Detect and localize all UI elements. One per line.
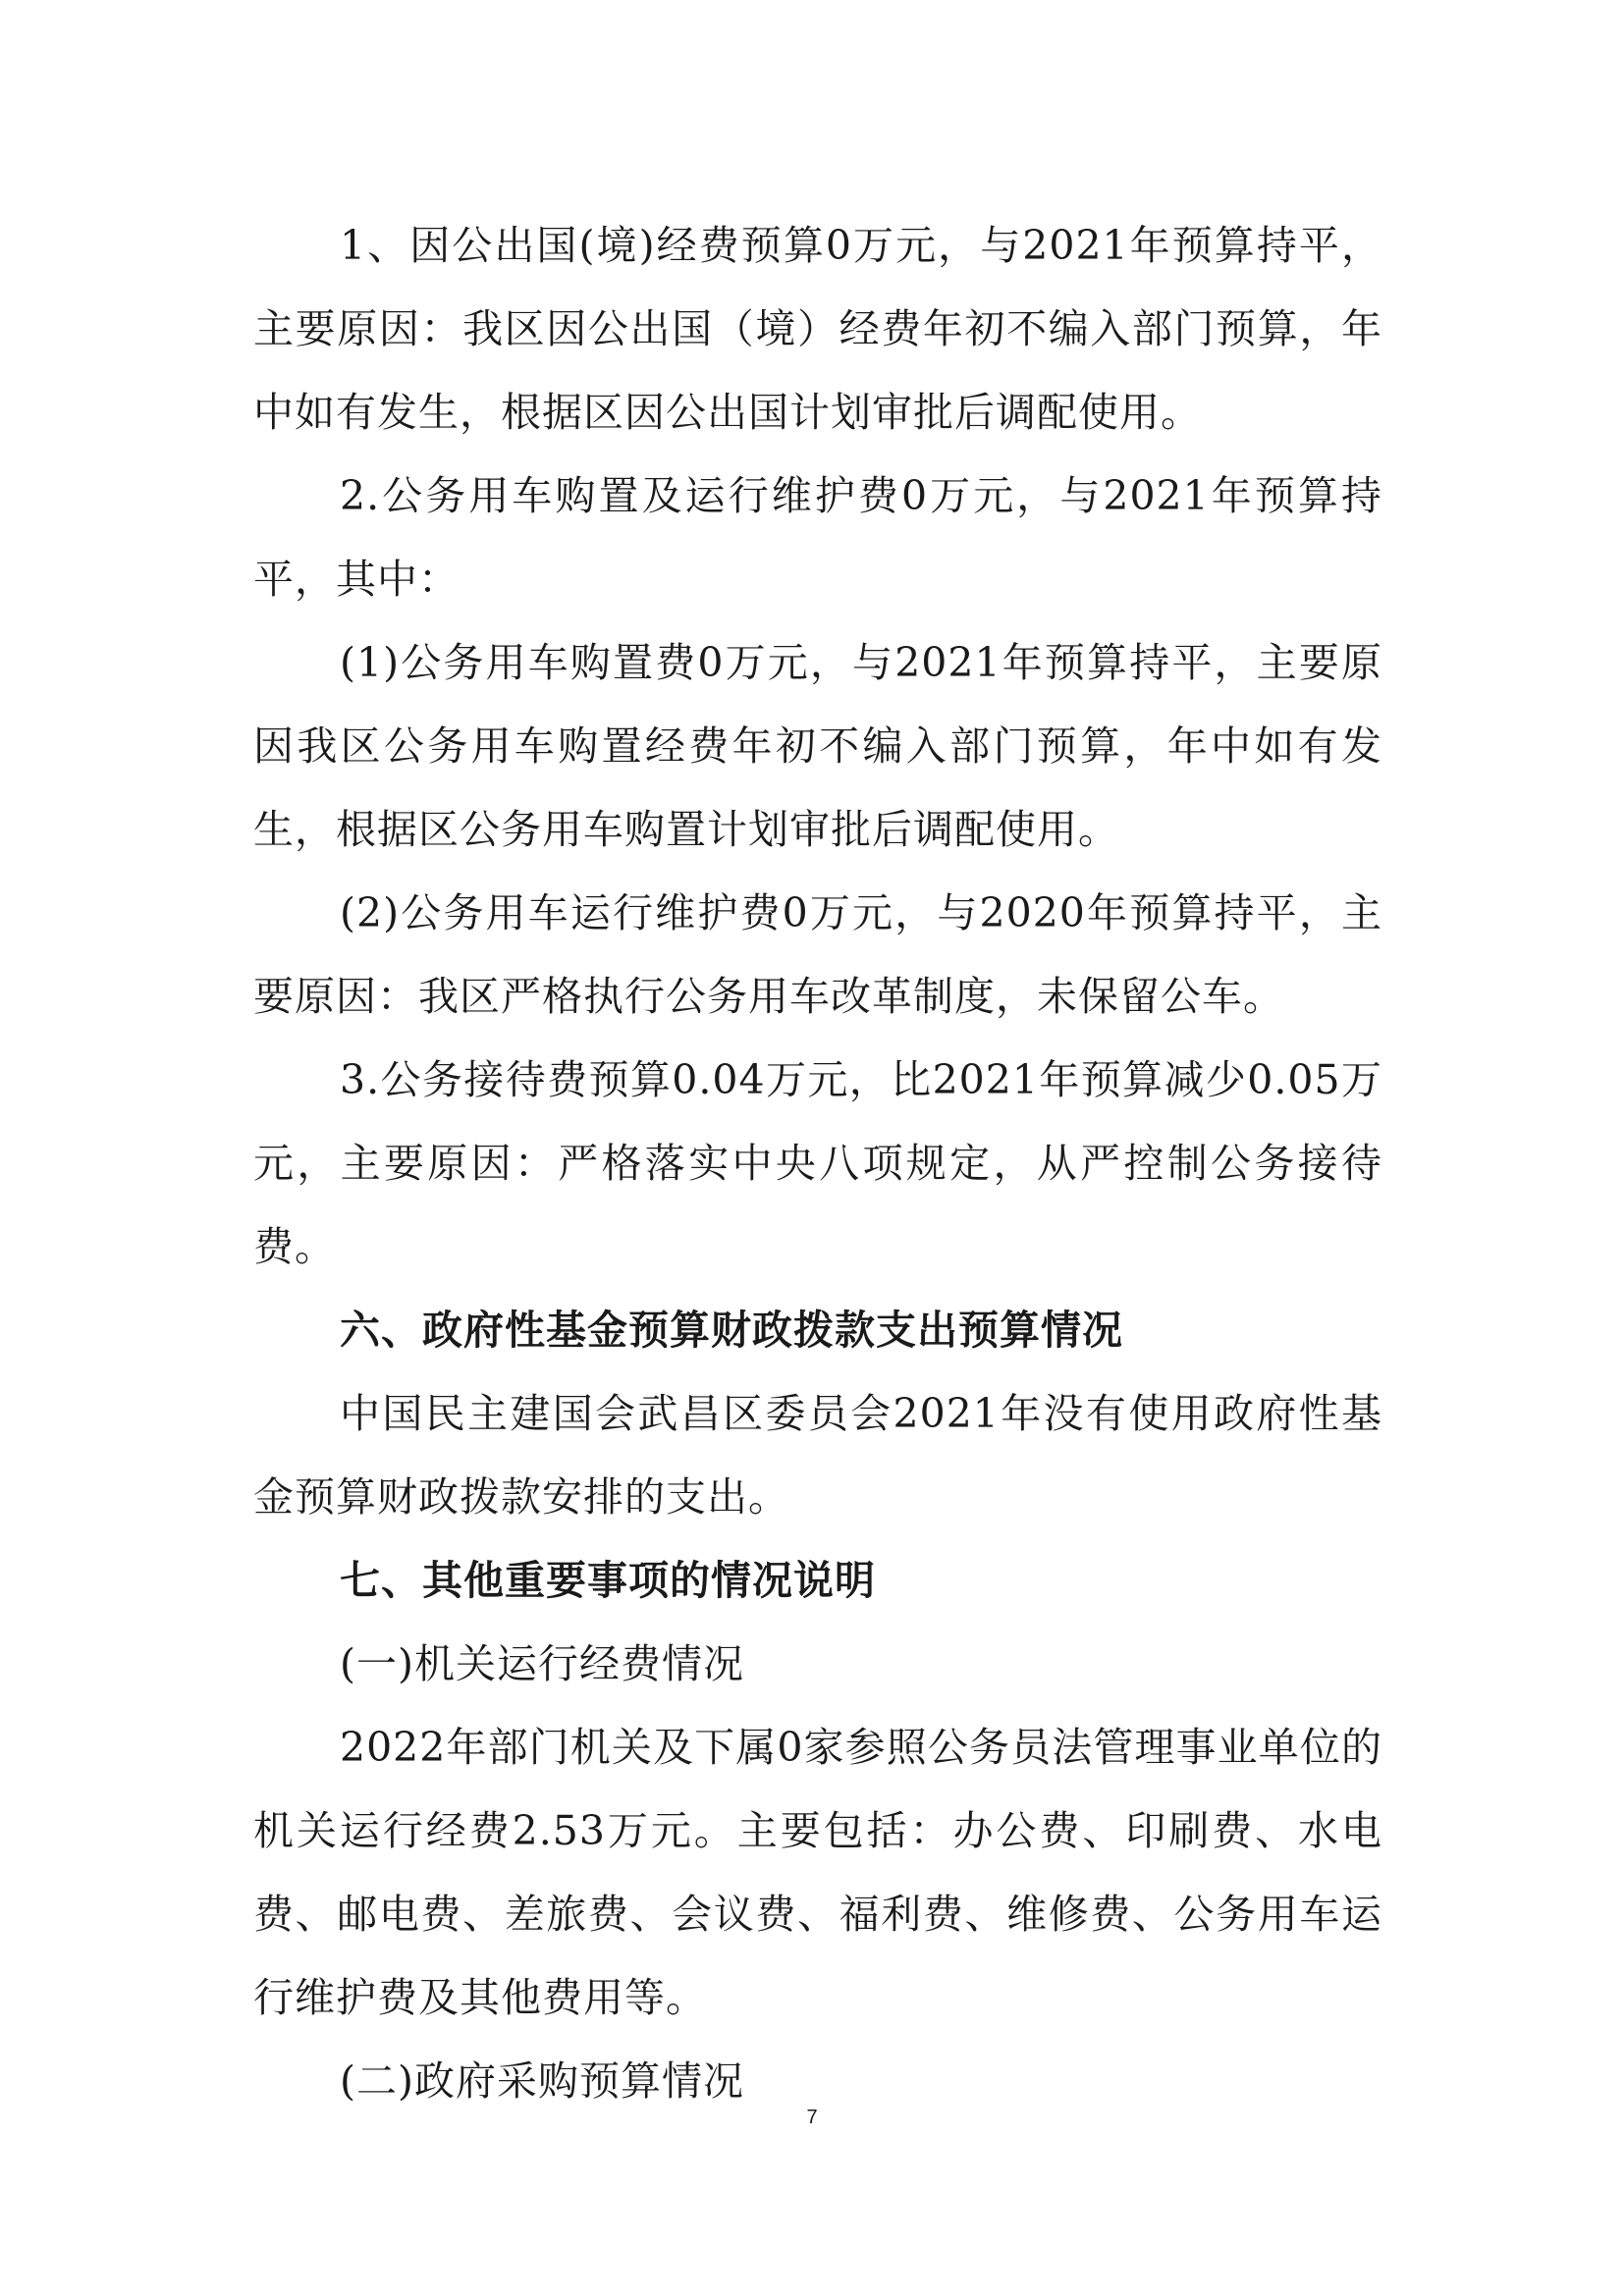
heading-government-fund: 六、政府性基金预算财政拨款支出预算情况 — [340, 1307, 1123, 1354]
paragraph-operating-costs: 2022年部门机关及下属0家参照公务员法管理事业单位的机关运行经费2.53万元。主要包括：办公费、印刷费、水电费、邮电费、差旅费、会议费、福利费、维修费、公务用车运行维护费及其他费用等。 — [253, 1724, 1382, 2021]
paragraph-vehicle-purchase: (1)公务用车购置费0万元，与2021年预算持平，主要原因我区公务用车购置经费年初不编入部门预算，年中如有发生，根据区公务用车购置计划审批后调配使用。 — [253, 639, 1382, 853]
subheading-operating-costs: (一)机关运行经费情况 — [340, 1640, 744, 1687]
page-number: 7 — [806, 2107, 818, 2128]
body-text — [253, 204, 1382, 2123]
subheading-procurement: (二)政府采购预算情况 — [340, 2057, 744, 2105]
paragraph-reception-costs: 3.公务接待费预算0.04万元，比2021年预算减少0.05万元，主要原因：严格落实中央八项规定，从严控制公务接待费。 — [253, 1056, 1382, 1270]
paragraph-vehicle-costs: 2.公务用车购置及运行维护费0万元，与2021年预算持平，其中： — [253, 472, 1382, 603]
heading-other-matters: 七、其他重要事项的情况说明 — [340, 1557, 876, 1604]
paragraph-government-fund: 中国民主建国会武昌区委员会2021年没有使用政府性基金预算财政拨款安排的支出。 — [253, 1390, 1382, 1521]
paragraph-vehicle-maintenance: (2)公务用车运行维护费0万元，与2020年预算持平，主要原因：我区严格执行公务用车改革制度，未保留公车。 — [253, 889, 1382, 1020]
paragraph-overseas-travel: 1、因公出国(境)经费预算0万元，与2021年预算持平，主要原因：我区因公出国（境）经费年初不编入部门预算，年中如有发生，根据区因公出国计划审批后调配使用。 — [253, 222, 1382, 436]
